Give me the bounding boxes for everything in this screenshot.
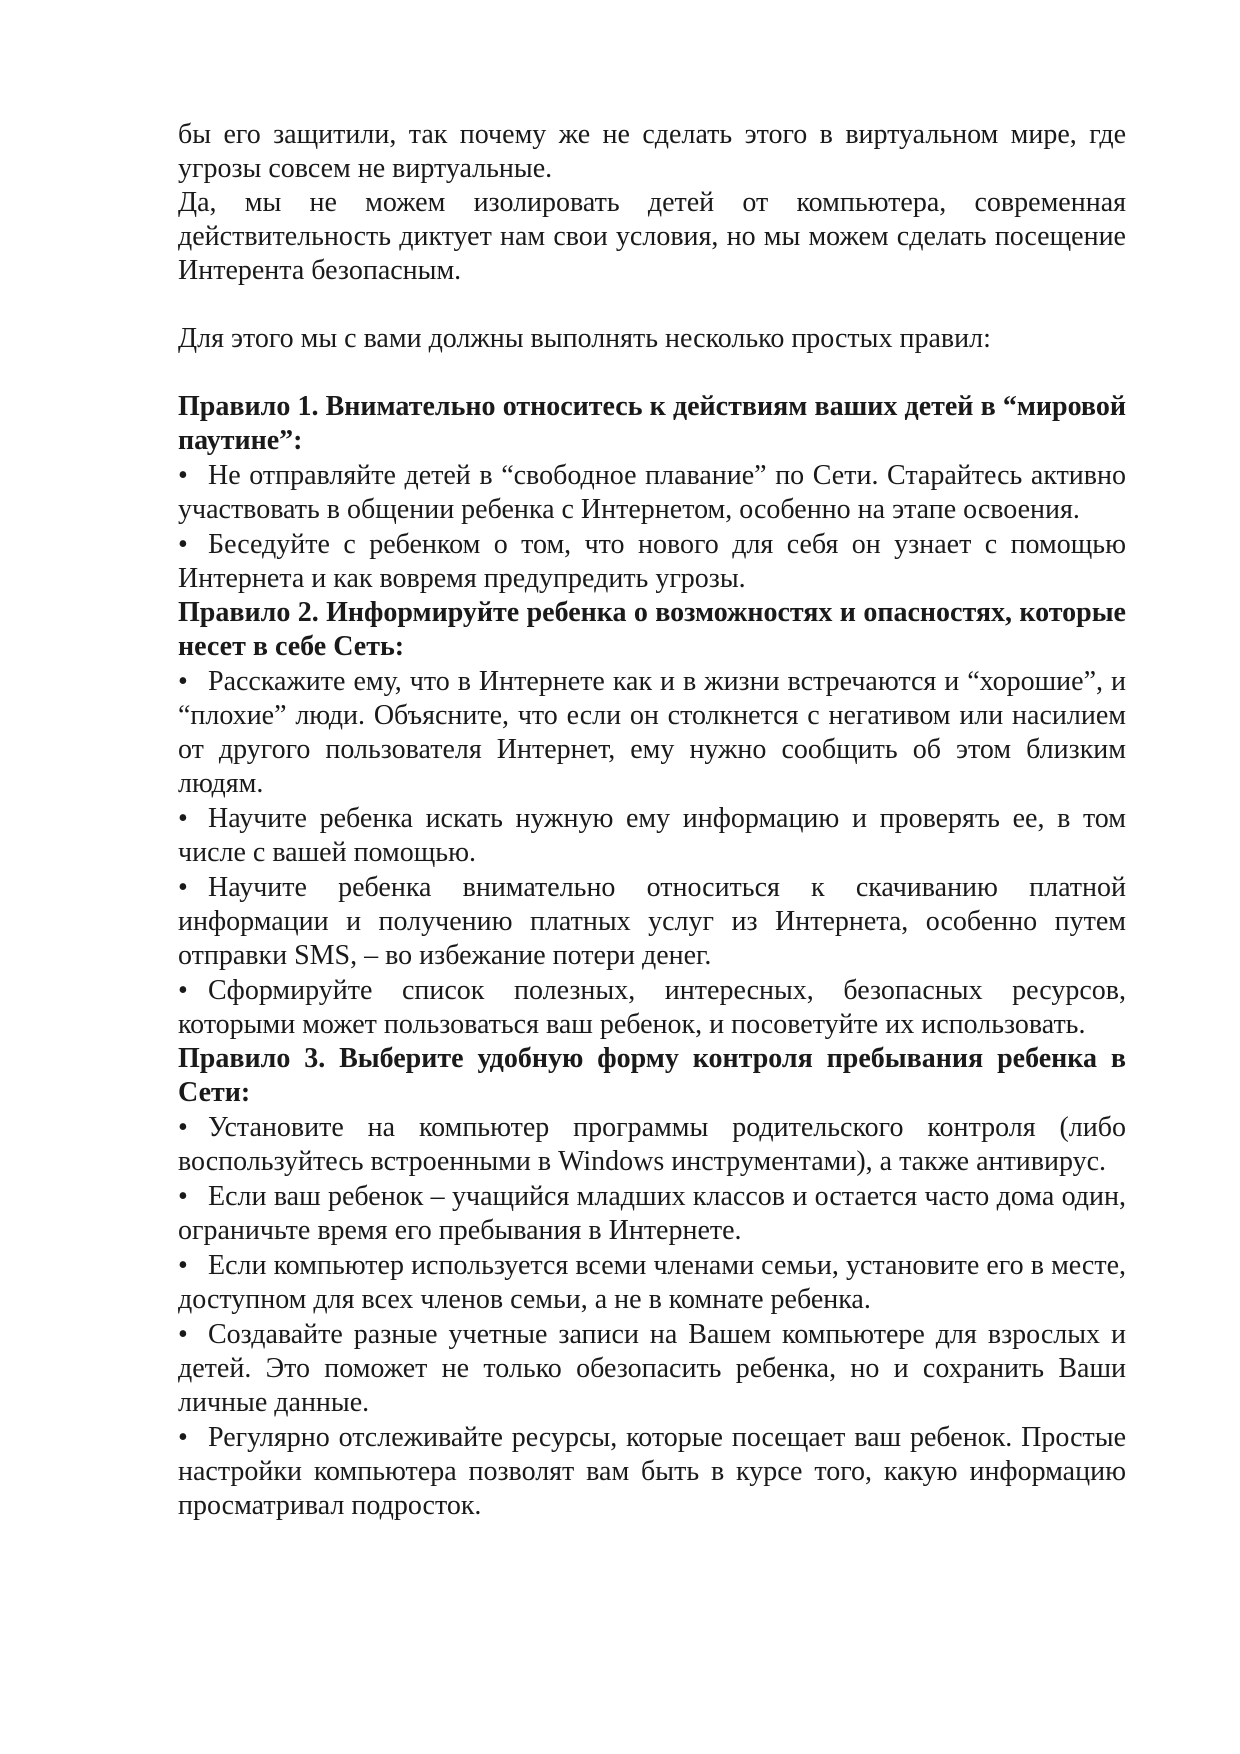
list-item: • Сформируйте список полезных, интересных, безопасных ресурсов, которыми может пользоваться ваш ребенок, и посоветуйте их использовать. [178,975,1126,1040]
bullet-icon: • [178,1181,188,1212]
rule-1-heading: Правило 1. Внимательно относитесь к действиям ваших детей в “мировой паутине”: [178,391,1126,456]
list-item: • Создавайте разные учетные записи на Вашем компьютере для взрослых и детей. Это поможет не только обезопасить ребенка, но и сохранить Ваши личные данные. [178,1319,1126,1418]
list-item: • Научите ребенка искать нужную ему информацию и проверять ее, в том числе с вашей помощью. [178,803,1126,868]
list-item: • Беседуйте с ребенком о том, что нового для себя он узнает с помощью Интернета и как вовремя предупредить угрозы. [178,529,1126,594]
bullet-icon: • [178,460,188,491]
list-item: • Если компьютер используется всеми членами семьи, установите его в месте, доступном для всех членов семьи, а не в комнате ребенка. [178,1250,1126,1315]
list-item: • Регулярно отслеживайте ресурсы, которые посещает ваш ребенок. Простые настройки компьютера позволят вам быть в курсе того, какую информацию просматривал подросток. [178,1422,1126,1521]
bullet-icon: • [178,975,188,1006]
rule-2-heading: Правило 2. Информируйте ребенка о возможностях и опасностях, которые несет в себе Сеть: [178,597,1126,662]
bullet-icon: • [178,666,188,697]
bullet-icon: • [178,803,188,834]
bullet-icon: • [178,1422,188,1453]
intro-paragraph-3: Для этого мы с вами должны выполнять несколько простых правил: [178,323,991,354]
list-item: • Если ваш ребенок – учащийся младших классов и остается часто дома один, ограничьте время его пребывания в Интернете. [178,1181,1126,1246]
list-item: • Установите на компьютер программы родительского контроля (либо воспользуйтесь встроенными в Windows инструментами), а также антивирус. [178,1112,1126,1177]
bullet-icon: • [178,1250,188,1281]
list-item: • Не отправляйте детей в “свободное плавание” по Сети. Старайтесь активно участвовать в общении ребенка с Интернетом, особенно на этапе освоения. [178,460,1126,525]
rule-3-heading: Правило 3. Выберите удобную форму контроля пребывания ребенка в Сети: [178,1043,1126,1108]
intro-paragraph-2: Да, мы не можем изолировать детей от компьютера, современная действительность диктует нам свои условия, но мы можем сделать посещение Интерента безопасным. [178,187,1126,286]
bullet-icon: • [178,529,188,560]
list-item: • Научите ребенка внимательно относиться к скачиванию платной информации и получению платных услуг из Интернета, особенно путем отправки SMS, – во избежание потери денег. [178,872,1126,971]
intro-paragraph-1: бы его защитили, так почему же не сделать этого в виртуальном мире, где угрозы совсем не виртуальные. [178,119,1126,184]
spacer [178,288,1126,322]
list-item: • Расскажите ему, что в Интернете как и в жизни встречаются и “хорошие”, и “плохие” люди. Объясните, что если он столкнется с негативом или насилием от другого пользователя Интернет, ему нужно сообщить об этом близким людям. [178,666,1126,799]
bullet-icon: • [178,1112,188,1143]
page-body [178,118,1126,1523]
spacer [178,356,1126,390]
bullet-icon: • [178,872,188,903]
bullet-icon: • [178,1319,188,1350]
